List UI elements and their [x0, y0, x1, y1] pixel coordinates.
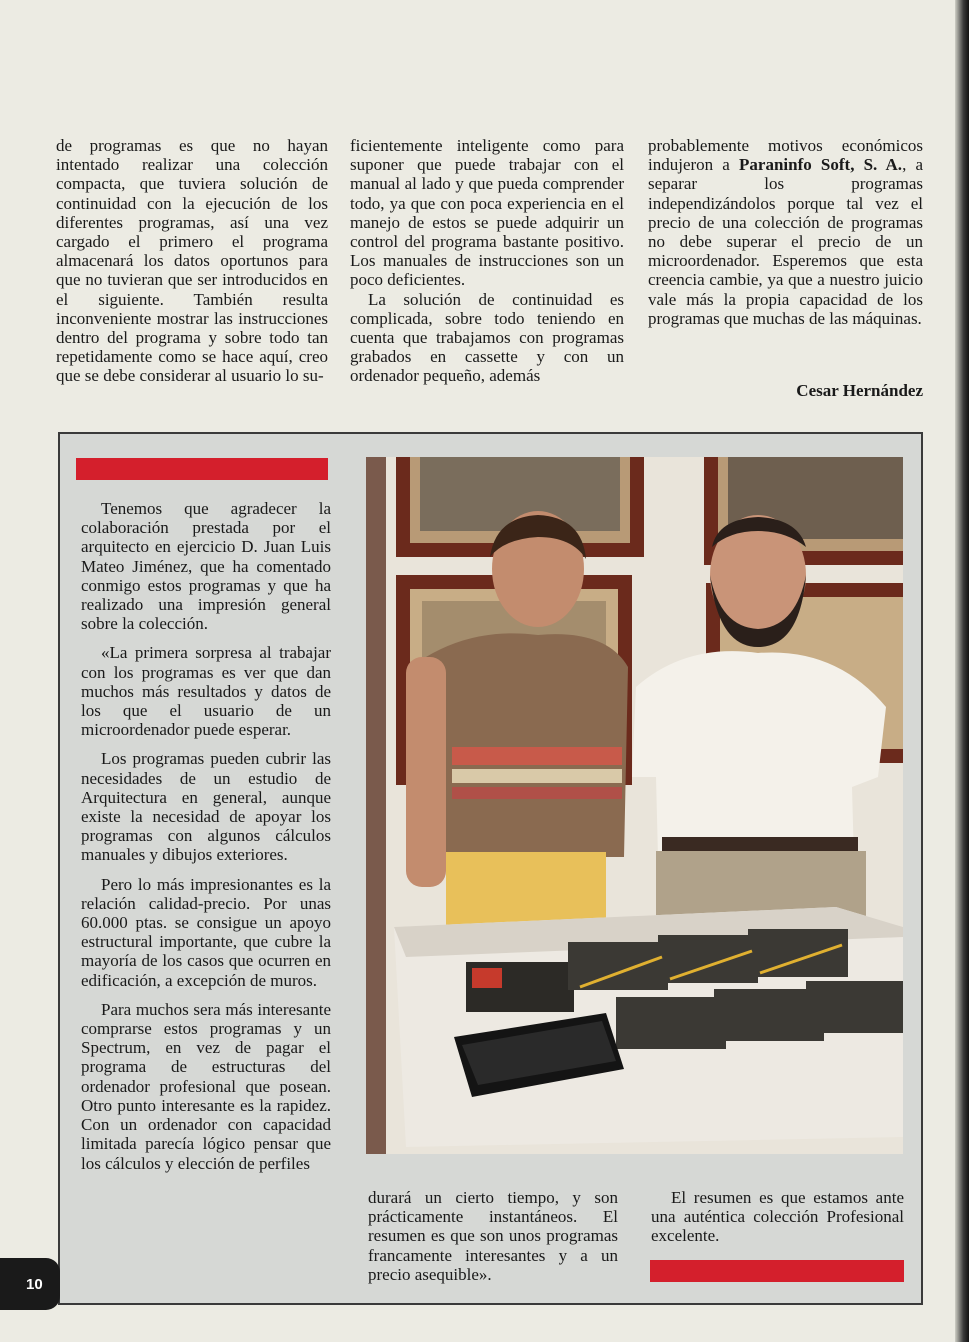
box-left-column — [81, 499, 331, 1183]
paragraph: ficientemente inteligente como para suponer que puede trabajar con el manual al lado y que pueda comprender todo, ya que con poca experiencia en el manejo de estos se puede adquirir un control del programa bastante positivo. Los manuales de instrucciones son un poco deficientes. — [350, 136, 624, 290]
paragraph: Los programas pueden cubrir las necesidades de un estudio de Arquitectura en general, aunque existe la necesidad de apoyar los programas con algunos cálculos manuales y dibujos exteriores. — [81, 749, 331, 865]
paragraph: Para muchos sera más interesante comprarse estos programas y un Spectrum, en vez de pagar el programa de estructuras del ordenador profesional que posean. Otro punto interesante es la rapidez. Con un ordenador con capacidad limitada parecía lógico pensar que los cálculos y elección de perfiles — [81, 999, 331, 1173]
paragraph: «La primera sorpresa al trabajar con los programas es ver que dan muchos más resultados y datos de los que el usuario de un microordenador puede esperar. — [81, 643, 331, 740]
paragraph: de programas es que no hayan intentado realizar una colección compacta, que tuviera solución de continuidad con la ejecución de los diferentes programas, así una vez cargado el primero el programa almacenará los datos oportunos para que no tuvieran que ser introducidos en el siguiente. También resulta inconveniente mostrar las instrucciones dentro del programa y sobre todo tan repetidamente como se hace aquí, creo que se debe considerar al usuario lo su- — [56, 136, 328, 386]
text-column-1 — [56, 136, 328, 386]
paragraph: Tenemos que agradecer la colaboración prestada por el arquitecto en ejercicio D. Juan Luis Mateo Jiménez, que ha comentado conmigo estos programas y que ha realizado una impresión general sobre la colección. — [81, 499, 331, 634]
text-span: , a separar los programas independizándolos porque tal vez el precio de una colección de programas no debe superar el precio de un microordenador. Esperemos que esta creencia cambie, ya que a nuestro juicio vale más la propia capacidad de los programas que muchas de las máquinas. — [648, 155, 924, 328]
paragraph — [648, 136, 923, 328]
text-column-2 — [350, 136, 624, 386]
paragraph: La solución de continuidad es complicada, sobre todo teniendo en cuenta que trabajamos con programas grabados en cassette y con un ordenador pequeño, además — [350, 289, 624, 386]
paragraph: El resumen es que estamos ante una auténtica colección Profesional excelente. — [651, 1188, 904, 1246]
author-signature: Cesar Hernández — [796, 381, 923, 400]
paragraph: durará un cierto tiempo, y son prácticamente instantáneos. El resumen es que son unos programas francamente interesantes y a un precio asequible». — [368, 1188, 618, 1284]
box-middle-bottom — [368, 1188, 618, 1294]
text-span: probablemente motivos económicos indujeron a — [648, 136, 923, 175]
photo-illustration — [366, 457, 903, 1154]
page-edge-shadow — [955, 0, 969, 1342]
text-column-3 — [648, 136, 923, 328]
paragraph: Pero lo más impresionantes es la relación calidad-precio. Por unas 60.000 ptas. se consigue un apoyo estructural importante, que cubre la mayoría de los casos que ocurren en edificación, a excepción de muros. — [81, 874, 331, 990]
photo-two-men-with-computer — [366, 457, 903, 1154]
box-right-bottom — [651, 1188, 904, 1256]
red-accent-bar-bottom — [650, 1260, 904, 1282]
page-number: 10 — [26, 1276, 43, 1293]
brand-name: Paraninfo Soft, S. A. — [739, 155, 903, 175]
red-accent-bar-top — [76, 458, 328, 480]
